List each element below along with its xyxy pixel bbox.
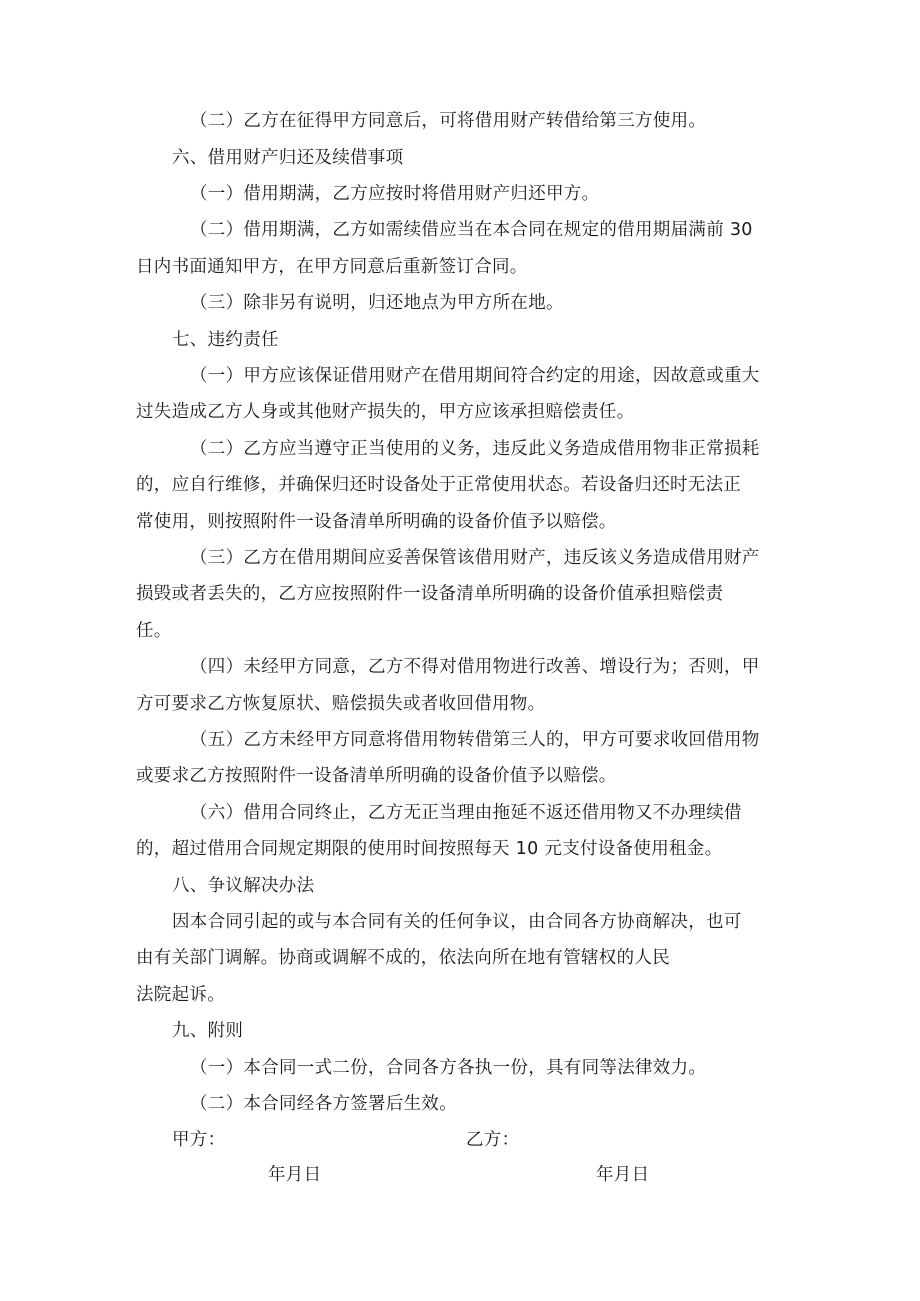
- clause-8-line-2: 由有关部门调解。协商或调解不成的，依法向所在地有管辖权的人民: [136, 948, 670, 968]
- clause-7-2-line-1: （二）乙方应当遵守正当使用的义务，违反此义务造成借用物非正常损耗: [190, 439, 760, 459]
- clause-7-3-line-2: 损毁或者丢失的，乙方应按照附件一设备清单所明确的设备价值承担赔偿责: [136, 584, 724, 604]
- clause-6-2-transfer: （二）乙方在征得甲方同意后，可将借用财产转借给第三方使用。: [190, 111, 707, 131]
- clause-6-3: （三）除非另有说明，归还地点为甲方所在地。: [190, 293, 564, 313]
- section-9-heading: 九、附则: [172, 1021, 244, 1041]
- clause-6-2-line-1: （二）借用期满，乙方如需续借应当在本合同在规定的借用期届满前 30: [190, 220, 753, 240]
- clause-7-4-line-2: 方可要求乙方恢复原状、赔偿损失或者收回借用物。: [136, 694, 546, 714]
- clause-7-5-line-1: （五）乙方未经甲方同意将借用物转借第三人的，甲方可要求收回借用物: [190, 730, 760, 750]
- party-b-date: 年月日: [596, 1165, 650, 1185]
- clause-7-2-line-2: 的，应自行维修，并确保归还时设备处于正常使用状态。若设备归还时无法正: [136, 475, 742, 495]
- clause-9-2: （二）本合同经各方签署后生效。: [190, 1094, 457, 1114]
- clause-7-3-line-1: （三）乙方在借用期间应妥善保管该借用财产，违反该义务造成借用财产: [190, 548, 760, 568]
- clause-7-6-line-2: 的，超过借用合同规定期限的使用时间按照每天 10 元支付设备使用租金。: [136, 839, 723, 859]
- section-8-heading: 八、争议解决办法: [172, 876, 315, 896]
- party-b-label: 乙方：: [466, 1130, 520, 1150]
- clause-7-4-line-1: （四）未经甲方同意，乙方不得对借用物进行改善、增设行为；否则，甲: [190, 657, 760, 677]
- clause-9-1: （一）本合同一式二份，合同各方各执一份，具有同等法律效力。: [190, 1058, 707, 1078]
- clause-7-1-line-1: （一）甲方应该保证借用财产在借用期间符合约定的用途，因故意或重大: [190, 366, 760, 386]
- clause-6-1: （一）借用期满，乙方应按时将借用财产归还甲方。: [190, 184, 600, 204]
- section-6-heading: 六、借用财产归还及续借事项: [172, 148, 404, 168]
- clause-7-1-line-2: 过失造成乙方人身或其他财产损失的，甲方应该承担赔偿责任。: [136, 402, 635, 422]
- party-a-date: 年月日: [268, 1165, 322, 1185]
- clause-8-line-1: 因本合同引起的或与本合同有关的任何争议，由合同各方协商解决，也可: [172, 912, 742, 932]
- clause-8-line-3: 法院起诉。: [136, 985, 225, 1005]
- clause-6-2-line-2: 日内书面通知甲方，在甲方同意后重新签订合同。: [136, 257, 528, 277]
- clause-7-2-line-3: 常使用，则按照附件一设备清单所明确的设备价值予以赔偿。: [136, 512, 617, 532]
- clause-7-5-line-2: 或要求乙方按照附件一设备清单所明确的设备价值予以赔偿。: [136, 766, 617, 786]
- section-7-heading: 七、违约责任: [172, 330, 279, 350]
- clause-7-6-line-1: （六）借用合同终止，乙方无正当理由拖延不返还借用物又不办理续借: [190, 803, 742, 823]
- clause-7-3-line-3: 任。: [136, 621, 172, 641]
- party-a-label: 甲方：: [172, 1130, 226, 1150]
